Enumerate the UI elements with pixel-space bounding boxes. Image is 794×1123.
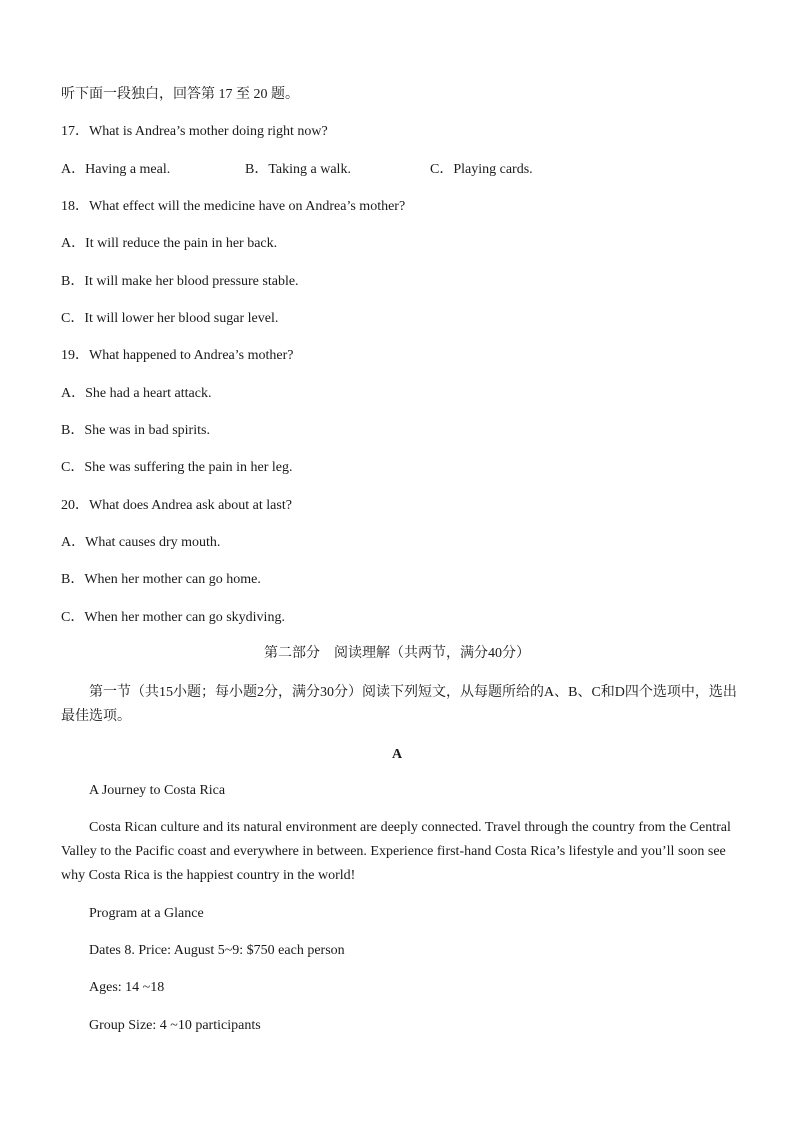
part-title: 第二部分 阅读理解（共两节，满分40分） <box>264 646 530 661</box>
question-20-option-a: A．What causes dry mouth. <box>61 535 221 550</box>
question-20-option-c: C．When her mother can go skydiving. <box>61 610 285 625</box>
passage-title: A Journey to Costa Rica <box>89 783 226 798</box>
question-17-option-b: B．Taking a walk. <box>245 162 351 177</box>
question-20-option-b: B．When her mother can go home. <box>61 572 261 587</box>
question-18-stem: 18．What effect will the medicine have on Andrea’s mother? <box>61 199 406 214</box>
passage-letter: A <box>391 747 403 762</box>
section-instruction: 第一节（共15小题；每小题2分，满分30分）阅读下列短文，从每题所给的A、B、C和D四个选项中，选出最佳选项。 <box>61 685 737 724</box>
section-intro: 听下面一段独白，回答第 17 至 20 题。 <box>61 87 299 102</box>
program-dates-price: Dates 8. Price: August 5~9: $750 each person <box>89 943 345 958</box>
question-19-option-a: A．She had a heart attack. <box>61 386 212 401</box>
question-18-option-a: A．It will reduce the pain in her back. <box>61 236 278 251</box>
program-ages: Ages: 14 ~18 <box>89 980 165 995</box>
question-18-option-b: B．It will make her blood pressure stable. <box>61 274 299 289</box>
question-20-stem: 20．What does Andrea ask about at last? <box>61 498 292 513</box>
program-heading: Program at a Glance <box>89 906 204 921</box>
question-17-option-c: C．Playing cards. <box>430 162 533 177</box>
question-19-option-c: C．She was suffering the pain in her leg. <box>61 460 293 475</box>
passage-intro: Costa Rican culture and its natural environment are deeply connected. Travel through the country from the Central Valley to the Pacific coast and everywhere in between. Experience first-hand Costa Rica’s lifestyle and you’ll soon see why Costa Rica is the happiest country in the world! <box>61 820 731 883</box>
question-19-stem: 19．What happened to Andrea’s mother? <box>61 348 294 363</box>
program-group-size: Group Size: 4 ~10 participants <box>89 1018 261 1033</box>
question-17-option-a: A．Having a meal. <box>61 162 171 177</box>
question-18-option-c: C．It will lower her blood sugar level. <box>61 311 279 326</box>
question-19-option-b: B．She was in bad spirits. <box>61 423 210 438</box>
question-17-stem: 17．What is Andrea’s mother doing right now? <box>61 124 328 139</box>
